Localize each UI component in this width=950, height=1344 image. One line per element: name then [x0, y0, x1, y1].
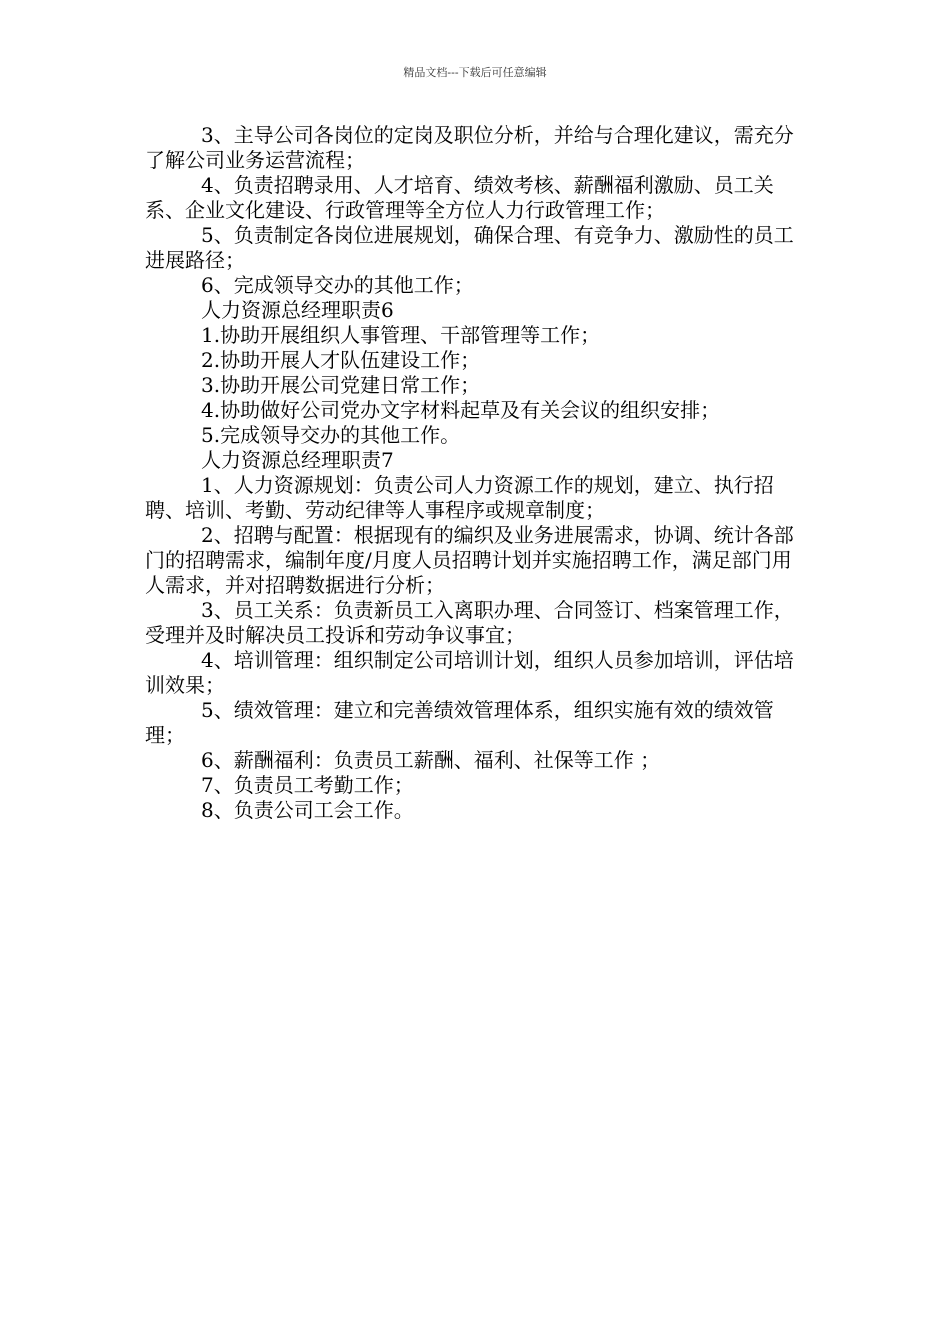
list-item: 4.协助做好公司党办文字材料起草及有关会议的组织安排； [201, 398, 721, 422]
list-item: 2、招聘与配置：根据现有的编织及业务进展需求，协调、统计各部门的招聘需求，编制年度/月度人员招聘计划并实施招聘工作，满足部门用人需求，并对招聘数据进行分析； [145, 523, 794, 597]
section-heading: 人力资源总经理职责7 [201, 448, 394, 472]
list-item: 3.协助开展公司党建日常工作； [201, 373, 481, 397]
page-header: 精品文档---下载后可任意编辑 [403, 66, 547, 79]
list-item: 7、负责员工考勤工作； [201, 773, 414, 797]
list-item: 2.协助开展人才队伍建设工作； [201, 348, 481, 372]
list-item: 1、人力资源规划：负责公司人力资源工作的规划，建立、执行招聘、培训、考勤、劳动纪律等人事程序或规章制度； [145, 473, 774, 522]
paragraph: 4、负责招聘录用、人才培育、绩效考核、薪酬福利激励、员工关系、企业文化建设、行政管理等全方位人力行政管理工作； [145, 173, 774, 222]
section-heading: 人力资源总经理职责6 [201, 298, 394, 322]
paragraph: 6、完成领导交办的其他工作； [201, 273, 474, 297]
list-item: 6、薪酬福利：负责员工薪酬、福利、社保等工作 ； [201, 748, 661, 772]
paragraph: 5、负责制定各岗位进展规划，确保合理、有竞争力、激励性的员工进展路径； [145, 223, 794, 272]
list-item: 1.协助开展组织人事管理、干部管理等工作； [201, 323, 601, 347]
paragraph: 3、主导公司各岗位的定岗及职位分析，并给与合理化建议，需充分了解公司业务运营流程； [145, 123, 794, 172]
list-item: 4、培训管理：组织制定公司培训计划，组织人员参加培训，评估培训效果； [145, 648, 794, 697]
list-item: 5.完成领导交办的其他工作。 [201, 423, 461, 447]
list-item: 8、负责公司工会工作。 [201, 798, 414, 822]
document-body [145, 123, 810, 823]
list-item: 3、员工关系：负责新员工入离职办理、合同签订、档案管理工作，受理并及时解决员工投诉和劳动争议事宜； [145, 598, 794, 647]
list-item: 5、绩效管理：建立和完善绩效管理体系，组织实施有效的绩效管理； [145, 698, 774, 747]
